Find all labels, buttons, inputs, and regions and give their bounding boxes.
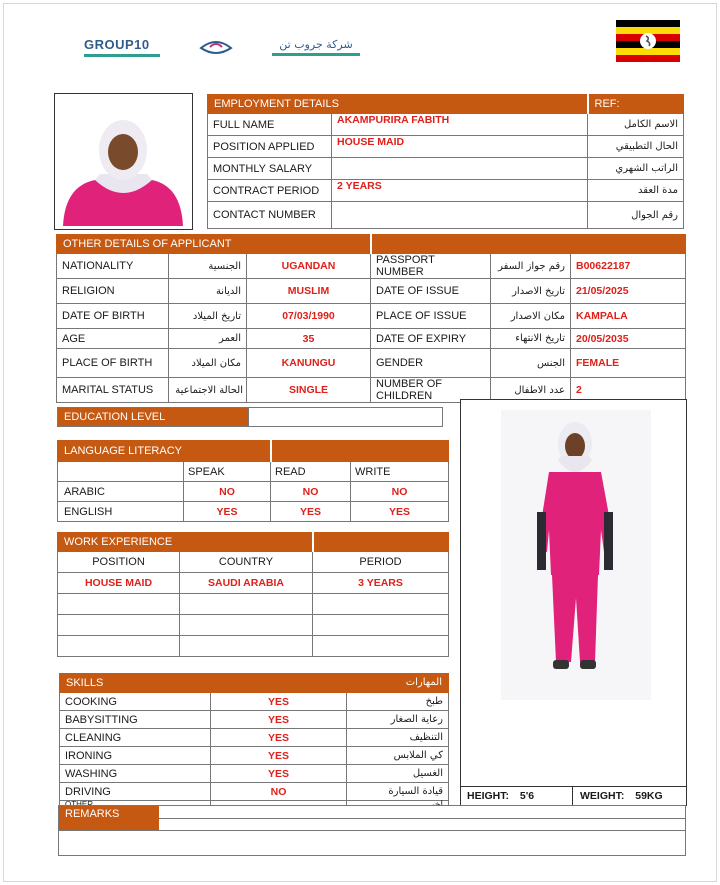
eye-logo-icon xyxy=(198,36,234,58)
weight-label: WEIGHT: xyxy=(580,790,625,802)
employment-details-table xyxy=(207,94,684,229)
place-of-birth-arabic: مكان الميلاد xyxy=(169,349,247,378)
arabic-read-value: NO xyxy=(271,482,351,502)
skill-cooking-arabic: طبخ xyxy=(347,693,449,711)
table-row xyxy=(208,114,684,136)
table-row xyxy=(60,783,449,801)
english-read-value: YES xyxy=(271,502,351,522)
height-label: HEIGHT: xyxy=(467,790,509,802)
table-row xyxy=(57,279,686,304)
nationality-label: NATIONALITY xyxy=(57,254,169,279)
skill-driving-label: DRIVING xyxy=(60,783,211,801)
work-period-value: 3 YEARS xyxy=(313,573,449,594)
table-row xyxy=(208,202,684,229)
group10-logo-text: GROUP10 xyxy=(84,37,150,52)
skills-header-arabic: المهارات xyxy=(347,674,449,693)
table-row xyxy=(58,462,449,482)
number-of-children-label: NUMBER OF CHILDREN xyxy=(371,378,491,403)
position-applied-arabic: الحال التطبيقي xyxy=(588,136,684,158)
remarks-section xyxy=(58,805,686,856)
skill-cleaning-label: CLEANING xyxy=(60,729,211,747)
table-row xyxy=(58,502,449,522)
age-value: 35 xyxy=(247,329,371,349)
marital-status-label: MARITAL STATUS xyxy=(57,378,169,403)
skill-driving-value: NO xyxy=(211,783,347,801)
date-of-expiry-label: DATE OF EXPIRY xyxy=(371,329,491,349)
full-name-label: FULL NAME xyxy=(208,114,332,136)
work-experience-header-right xyxy=(313,533,449,552)
skill-washing-arabic: الغسيل xyxy=(347,765,449,783)
english-speak-value: YES xyxy=(184,502,271,522)
other-details-header-right xyxy=(371,235,686,254)
english-language-label: ENGLISH xyxy=(58,502,184,522)
monthly-salary-label: MONTHLY SALARY xyxy=(208,158,332,180)
height-cell xyxy=(461,787,573,805)
speak-header: SPEAK xyxy=(184,462,271,482)
number-of-children-value: 2 xyxy=(571,378,686,403)
skills-table xyxy=(59,673,449,813)
remarks-header: REMARKS xyxy=(59,806,159,830)
table-row xyxy=(208,180,684,202)
religion-value: MUSLIM xyxy=(247,279,371,304)
language-literacy-header-right xyxy=(271,441,449,462)
read-header: READ xyxy=(271,462,351,482)
skill-babysitting-label: BABYSITTING xyxy=(60,711,211,729)
skills-header: SKILLS xyxy=(60,674,347,693)
table-row xyxy=(57,304,686,329)
full-name-arabic: الاسم الكامل xyxy=(588,114,684,136)
table-row xyxy=(58,615,449,636)
education-level-row xyxy=(57,407,443,427)
other-details-table xyxy=(56,234,686,403)
marital-status-value: SINGLE xyxy=(247,378,371,403)
arabic-company-logo xyxy=(272,38,360,60)
contact-number-label: CONTACT NUMBER xyxy=(208,202,332,229)
group10-logo xyxy=(84,38,164,60)
date-of-issue-arabic: تاريخ الاصدار xyxy=(491,279,571,304)
age-arabic: العمر xyxy=(169,329,247,349)
contract-period-label: CONTRACT PERIOD xyxy=(208,180,332,202)
arabic-write-value: NO xyxy=(351,482,449,502)
date-of-issue-label: DATE OF ISSUE xyxy=(371,279,491,304)
work-position-value: HOUSE MAID xyxy=(58,573,180,594)
portrait-figure-icon xyxy=(55,94,192,229)
table-row xyxy=(58,594,449,615)
gender-value: FEMALE xyxy=(571,349,686,378)
table-row xyxy=(208,136,684,158)
skill-cooking-label: COOKING xyxy=(60,693,211,711)
date-of-expiry-arabic: تاريخ الانتهاء xyxy=(491,329,571,349)
skill-cooking-value: YES xyxy=(211,693,347,711)
work-experience-header: WORK EXPERIENCE xyxy=(58,533,313,552)
skill-cleaning-arabic: التنظيف xyxy=(347,729,449,747)
table-row xyxy=(208,158,684,180)
education-level-value xyxy=(248,408,442,426)
portrait-photo xyxy=(54,93,193,230)
nationality-arabic: الجنسية xyxy=(169,254,247,279)
education-level-header: EDUCATION LEVEL xyxy=(58,408,248,426)
arabic-logo-text: شركة جروب تن xyxy=(279,38,353,51)
nationality-value: UGANDAN xyxy=(247,254,371,279)
passport-number-value: B00622187 xyxy=(571,254,686,279)
table-row xyxy=(58,636,449,657)
table-row xyxy=(60,747,449,765)
skill-ironing-arabic: كي الملابس xyxy=(347,747,449,765)
place-of-issue-label: PLACE OF ISSUE xyxy=(371,304,491,329)
contact-number-value xyxy=(332,202,588,229)
work-experience-table xyxy=(57,532,449,657)
ref-label: REF: xyxy=(588,95,684,114)
period-header: PERIOD xyxy=(313,552,449,573)
place-of-issue-value: KAMPALA xyxy=(571,304,686,329)
table-row xyxy=(58,552,449,573)
weight-value: 59KG xyxy=(635,790,663,802)
table-row xyxy=(60,711,449,729)
write-header: WRITE xyxy=(351,462,449,482)
height-value: 5'6 xyxy=(519,790,535,802)
weight-cell xyxy=(574,787,686,805)
date-of-birth-value: 07/03/1990 xyxy=(247,304,371,329)
skill-babysitting-arabic: رعاية الصغار xyxy=(347,711,449,729)
other-details-header: OTHER DETAILS OF APPLICANT xyxy=(57,235,371,254)
table-row xyxy=(58,482,449,502)
gender-label: GENDER xyxy=(371,349,491,378)
passport-number-arabic: رقم جواز السفر xyxy=(491,254,571,279)
place-of-birth-value: KANUNGU xyxy=(247,349,371,378)
contract-period-arabic: مدة العقد xyxy=(588,180,684,202)
arabic-speak-value: NO xyxy=(184,482,271,502)
skill-washing-label: WASHING xyxy=(60,765,211,783)
gender-arabic: الجنس xyxy=(491,349,571,378)
position-applied-label: POSITION APPLIED xyxy=(208,136,332,158)
date-of-issue-value: 21/05/2025 xyxy=(571,279,686,304)
table-row xyxy=(57,329,686,349)
date-of-birth-arabic: تاريخ الميلاد xyxy=(169,304,247,329)
place-of-birth-label: PLACE OF BIRTH xyxy=(57,349,169,378)
religion-arabic: الديانة xyxy=(169,279,247,304)
height-weight-box xyxy=(460,786,687,806)
skill-driving-arabic: قيادة السيارة xyxy=(347,783,449,801)
work-country-value: SAUDI ARABIA xyxy=(180,573,313,594)
passport-number-label: PASSPORT NUMBER xyxy=(371,254,491,279)
position-applied-value: HOUSE MAID xyxy=(332,136,588,158)
remarks-value xyxy=(65,834,675,852)
full-body-photo xyxy=(460,399,687,787)
date-of-birth-label: DATE OF BIRTH xyxy=(57,304,169,329)
language-literacy-header: LANGUAGE LITERACY xyxy=(58,441,271,462)
table-row xyxy=(57,349,686,378)
arabic-language-label: ARABIC xyxy=(58,482,184,502)
age-label: AGE xyxy=(57,329,169,349)
skill-babysitting-value: YES xyxy=(211,711,347,729)
religion-label: RELIGION xyxy=(57,279,169,304)
table-row xyxy=(60,729,449,747)
marital-status-arabic: الحالة الاجتماعية xyxy=(169,378,247,403)
monthly-salary-arabic: الراتب الشهري xyxy=(588,158,684,180)
skill-washing-value: YES xyxy=(211,765,347,783)
full-body-figure-icon xyxy=(461,400,686,786)
table-row xyxy=(57,254,686,279)
country-header: COUNTRY xyxy=(180,552,313,573)
uganda-flag-icon xyxy=(616,20,680,62)
table-row xyxy=(58,573,449,594)
date-of-expiry-value: 20/05/2035 xyxy=(571,329,686,349)
contact-number-arabic: رقم الجوال xyxy=(588,202,684,229)
employment-details-header: EMPLOYMENT DETAILS xyxy=(208,95,588,114)
skill-cleaning-value: YES xyxy=(211,729,347,747)
language-literacy-table xyxy=(57,440,449,522)
monthly-salary-value xyxy=(332,158,588,180)
place-of-issue-arabic: مكان الاصدار xyxy=(491,304,571,329)
skill-ironing-label: IRONING xyxy=(60,747,211,765)
english-write-value: YES xyxy=(351,502,449,522)
skill-ironing-value: YES xyxy=(211,747,347,765)
table-row xyxy=(60,693,449,711)
number-of-children-arabic: عدد الاطفال xyxy=(491,378,571,403)
full-name-value: AKAMPURIRA FABITH xyxy=(332,114,588,136)
position-header: POSITION xyxy=(58,552,180,573)
contract-period-value: 2 YEARS xyxy=(332,180,588,202)
table-row xyxy=(60,765,449,783)
